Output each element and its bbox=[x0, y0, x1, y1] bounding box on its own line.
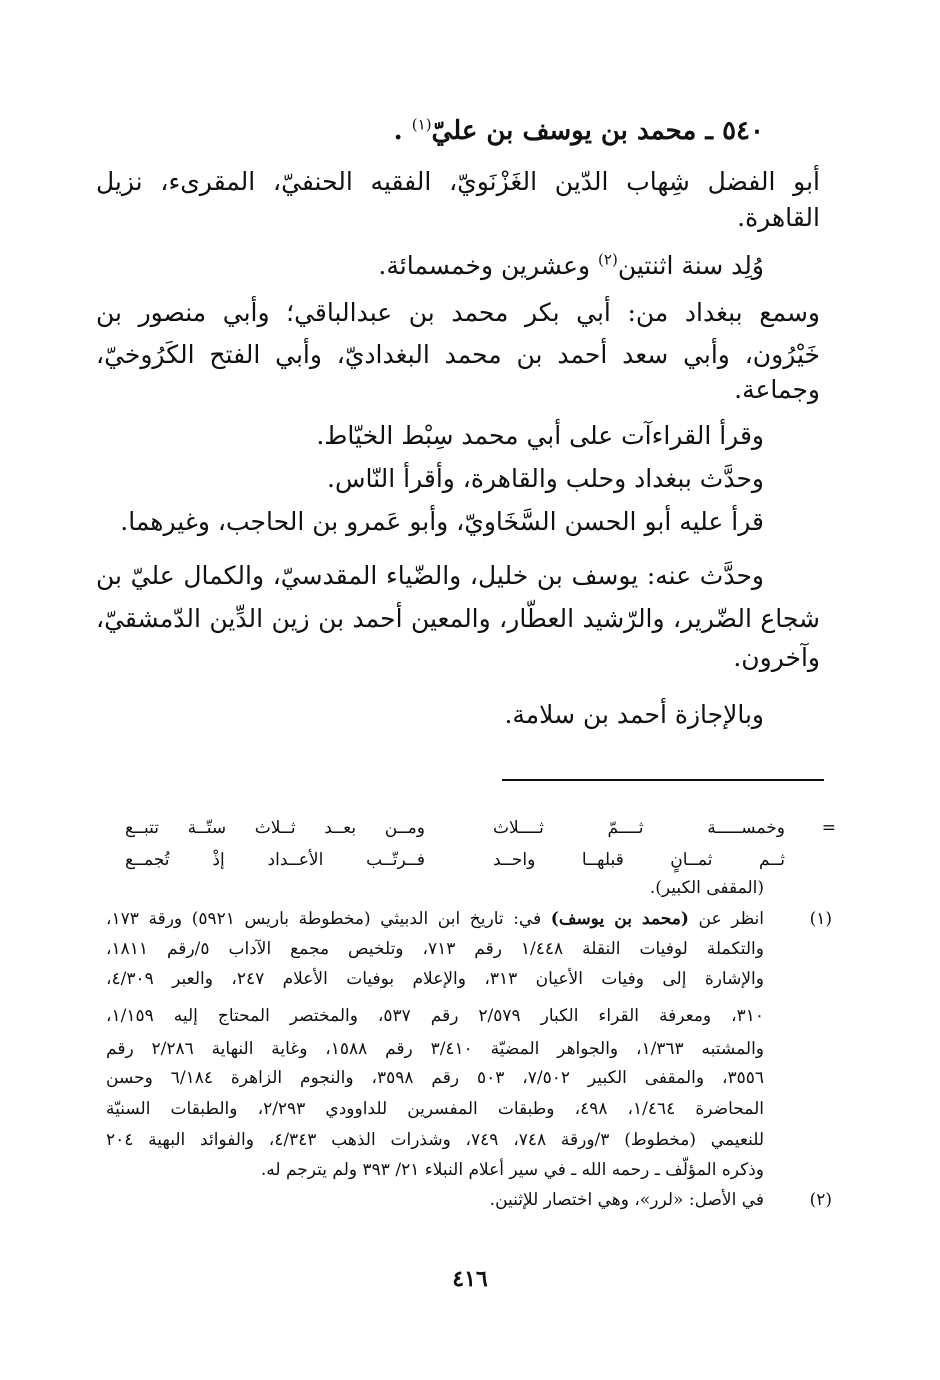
footnote-1-line-2: والتكملة لوفيات النقلة ١/٤٤٨ رقم ٧١٣، وتلخيص مجمع الآداب ٥/رقم ١٨١١، bbox=[106, 939, 764, 959]
footnote-1-line-9: وذكره المؤلّف ـ رحمه الله ـ في سير أعلام النبلاء ٢١/ ٣٩٣ ولم يترجم له. bbox=[260, 1160, 764, 1180]
footnote-1-line-4: ٣١٠، ومعرفة القراء الكبار ٢/٥٧٩ رقم ٥٣٧، والمختصر المحتاج إليه ١/١٥٩، bbox=[106, 1006, 764, 1026]
continuation-mark: = bbox=[821, 818, 836, 838]
footnote-1-line-3: والإشارة إلى وفيات الأعيان ٣١٣، والإعلام بوفيات الأعلام ٢٤٧، والعبر ٤/٣٠٩، bbox=[106, 969, 764, 989]
footnote-2-number: (٢) bbox=[809, 1190, 832, 1210]
body-line-12: وآخرون. bbox=[733, 643, 820, 672]
verse-line-1-left: ومــن بعــد ثــلاث ستّــة تتبــع bbox=[125, 818, 425, 838]
footnote-ref-1: (١) bbox=[411, 115, 432, 134]
body-line-11: شجاع الضّرير، والرّشيد العطّار، والمعين أحمد بن زين الدِّين الدّمشقيّ، bbox=[96, 604, 820, 633]
heading-end-dot: . bbox=[393, 116, 403, 146]
body-line-13: وبالإجازة أحمد بن سلامة. bbox=[504, 700, 764, 729]
entry-heading: ٥٤٠ ـ محمد بن يوسف بن عليّ$^{(١)}$ . bbox=[393, 115, 764, 146]
body-line-9: قرأ عليه أبو الحسن السَّخَاويّ، وأبو عَمرو بن الحاجب، وغيرهما. bbox=[120, 507, 764, 536]
body-line-4: وسمع ببغداد من: أبي بكر محمد بن عبدالباقي؛ وأبي منصور بن bbox=[96, 298, 820, 327]
footnote-1-line-5: والمشتبه ١/٣٦٣، والجواهر المضيّة ٣/٤١٠ رقم ١٥٨٨، وغاية النهاية ٢/٢٨٦ رقم bbox=[106, 1039, 765, 1059]
entry-number: ٥٤٠ bbox=[722, 116, 764, 146]
footnote-1-line-1: انظر عن (محمد بن يوسف) في: تاريخ ابن الدبيثي (مخطوطة باريس ٥٩٢١) ورقة ١٧٣، bbox=[106, 909, 764, 929]
body-line-2: القاهرة. bbox=[737, 203, 820, 232]
footnote-2-text: في الأصل: «لرر»، وهي اختصار للإثنين. bbox=[489, 1190, 764, 1210]
body-line-10: وحدَّث عنه: يوسف بن خليل، والضّياء المقدسيّ، والكمال عليّ بن bbox=[96, 561, 764, 590]
footnote-1-line-6: ٣٥٥٦، والمقفى الكبير ٧/٥٠٢، ٥٠٣ رقم ٣٥٩٨، والنجوم الزاهرة ٦/١٨٤ وحسن bbox=[106, 1068, 764, 1088]
entry-name: محمد بن يوسف بن عليّ bbox=[431, 116, 697, 146]
verse-line-1-right: وخمســـــة ثــــمّ ثــــلاث bbox=[493, 818, 785, 838]
footnote-separator bbox=[502, 779, 824, 781]
page-number: ٤١٦ bbox=[452, 1266, 488, 1292]
body-line-5: خَيْرُون، وأبي سعد أحمد بن محمد البغداديّ، وأبي الفتح الكَرُوخيّ، bbox=[96, 340, 820, 369]
body-line-3: وُلِد سنة اثنتين$^{(٢)}$ وعشرين وخمسمائة. bbox=[378, 250, 764, 280]
footnote-ref-2: (٢) bbox=[598, 250, 618, 269]
footnote-1-line-8: للنعيمي (مخطوط) ٣/ورقة ٧٤٨، ٧٤٩، وشذرات الذهب ٤/٣٤٣، والفوائد البهية ٢٠٤ bbox=[106, 1130, 765, 1150]
verse-line-2-left: فــرتّــب الأعــداد إذْ تُجمــع bbox=[125, 850, 425, 870]
footnote-1-number: (١) bbox=[809, 909, 832, 929]
footnote-1-line-7: المحاضرة ١/٤٦٤، ٤٩٨، وطبقات المفسرين للداوودي ٢/٢٩٣، والطبقات السنيّة bbox=[106, 1099, 764, 1119]
body-line-8: وحدَّث ببغداد وحلب والقاهرة، وأقرأ النّاس. bbox=[327, 464, 764, 493]
body-line-1: أبو الفضل شِهاب الدّين الغَزْنَويّ، الفقيه الحنفيّ، المقرىء، نزيل bbox=[96, 167, 820, 196]
body-line-6: وجماعة. bbox=[734, 375, 820, 404]
verse-line-2-right: ثــم ثمــانٍ قبلهــا واحــد bbox=[493, 850, 785, 870]
verse-source: (المقفى الكبير). bbox=[649, 878, 764, 898]
body-line-7: وقرأ القراءآت على أبي محمد سِبْط الخيّاط. bbox=[316, 421, 764, 450]
